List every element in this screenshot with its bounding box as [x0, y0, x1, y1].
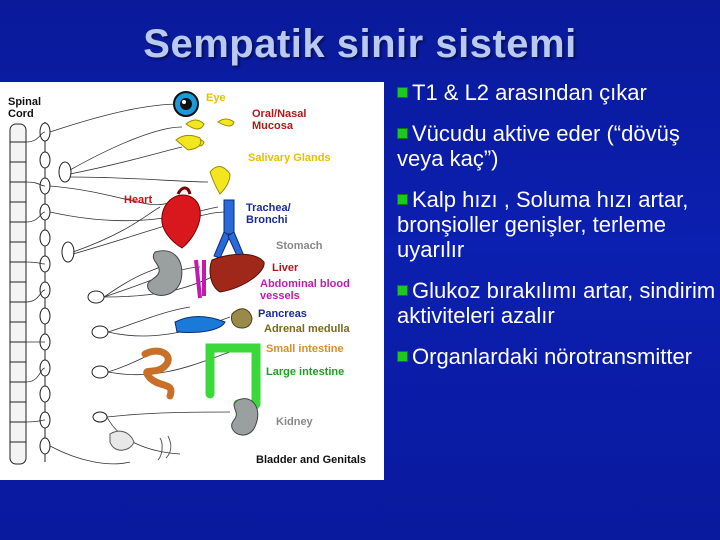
label-spinal-cord: Spinal Cord	[8, 96, 42, 120]
pancreas-organ	[175, 317, 225, 333]
trachea-bronchi-organ	[214, 200, 244, 258]
label-large-intestine: Large intestine	[266, 366, 345, 378]
bullet-item: Vücudu aktive eder (“dövüş veya kaç”)	[397, 121, 680, 171]
adrenal-medulla-organ	[231, 309, 252, 328]
label-liver: Liver	[272, 262, 299, 274]
bullet-marker-icon	[397, 351, 408, 362]
eye-organ	[174, 92, 198, 116]
small-intestine-organ	[145, 351, 171, 396]
label-kidney: Kidney	[276, 416, 313, 428]
bullet-marker-icon	[397, 194, 408, 205]
prevertebral-ganglia	[59, 162, 108, 422]
stomach-organ	[148, 251, 182, 296]
label-salivary-glands: Salivary Glands	[248, 152, 331, 164]
bullet-item: T1 & L2 arasından çıkar	[397, 80, 717, 105]
label-abdominal-blood-vessels: Abdominal blood vessels	[260, 278, 350, 302]
label-trachea-bronchi: Trachea/ Bronchi	[246, 202, 291, 226]
label-adrenal-medulla: Adrenal medulla	[264, 323, 350, 335]
label-small-intestine: Small intestine	[266, 343, 344, 355]
bullet-item: Organlardaki nörotransmitter	[397, 344, 717, 369]
heart-organ	[162, 188, 200, 248]
spinal-column	[10, 124, 26, 464]
liver-organ	[210, 254, 264, 292]
bullet-item: Kalp hızı , Soluma hızı artar, bronşioller genişler, terleme uyarılır	[397, 187, 689, 262]
label-oral-nasal-mucosa: Oral/Nasal Mucosa	[252, 108, 307, 132]
label-stomach: Stomach	[276, 240, 323, 252]
label-heart: Heart	[124, 194, 153, 206]
label-bladder-genitals: Bladder and Genitals	[256, 454, 367, 466]
bullet-marker-icon	[397, 87, 408, 98]
bullet-item: Glukoz bırakılımı artar, sindirim aktiviteleri azalır	[397, 278, 716, 328]
bullet-list	[397, 80, 717, 385]
abdominal-blood-vessels-organ	[196, 260, 204, 298]
kidney-organ	[232, 399, 258, 435]
label-pancreas: Pancreas	[258, 308, 307, 320]
slide-title: Sempatik sinir sistemi	[143, 22, 577, 66]
bullet-marker-icon	[397, 128, 408, 139]
bullet-marker-icon	[397, 285, 408, 296]
label-eye: Eye	[206, 92, 226, 104]
sympathetic-nervous-system-diagram	[0, 82, 384, 480]
